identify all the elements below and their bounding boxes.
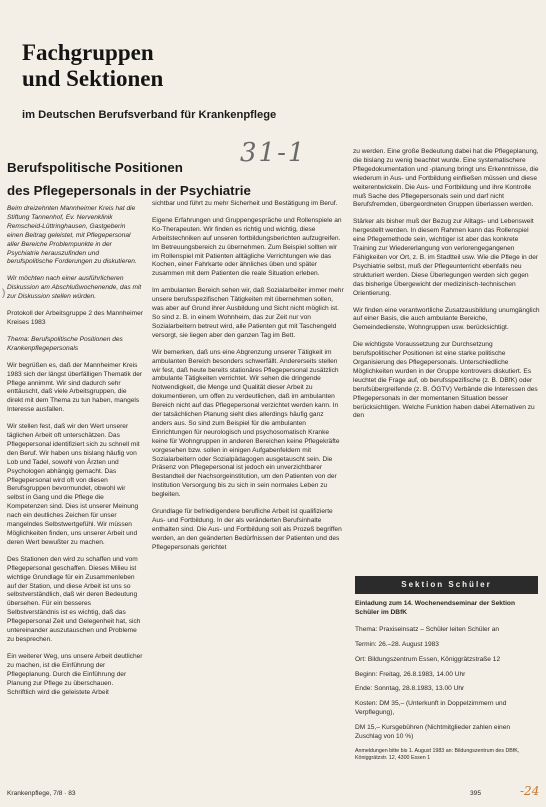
paragraph: Ein weiterer Weg, uns unsere Arbeit deutlicher zu machen, ist die Einführung der Pflegeplanung. Durch die Einführung der Planung zur Pflege zu überschauen. Schriftlich wird die geleistete Arbeit bbox=[7, 652, 143, 696]
paragraph: Im ambulanten Bereich sehen wir, daß Sozialarbeiter immer mehr unsere berufsspezifischen Tätigkeiten mit übernehmen sollen, was aber auf Grund ihrer Ausbildung und Sicht nicht möglich ist. So sind z. B. in einem Wohnheim, das zur Zeit nur von Sozialarbeitern betreut wird, alle Patienten gut mit Taschengeld versorgt, sie liegen aber den ganzen Tag im Bett. bbox=[152, 287, 344, 339]
paragraph: Beim dreizehnten Mannheimer Kreis hat die Stiftung Tannenhof, Ev. Nervenklinik Remscheid-Lüttringhausen, Gastgeberin einen Beitrag geleistet, mit Pflegepersonal aller Bereiche Problempunkte in der Psychiatrie herauszufinden und berufspolitische Forderungen zu diskutieren. bbox=[7, 205, 137, 266]
title-line-2: und Sektionen bbox=[22, 66, 164, 91]
invitation-line: Termin: 26.–28. August 1983 bbox=[355, 640, 439, 648]
margin-bracket-icon: ) bbox=[2, 288, 6, 299]
paragraph: sichtbar und führt zu mehr Sicherheit und Bestätigung im Beruf. bbox=[152, 200, 338, 207]
column-3 bbox=[353, 148, 540, 548]
paragraph: Thema: Berufspolitische Positionen des Krankenpflegepersonals bbox=[7, 335, 123, 352]
column-1 bbox=[7, 205, 143, 780]
paragraph: Wir möchten nach einer ausführlicheren Diskussion am Abschlußwochenende, das mit zur Diskussion stellen würden. bbox=[7, 275, 142, 301]
paragraph: Des Stationen den wird zu schaffen und vom Pflegepersonal geschaffen. Dieses Milieu ist wichtige Grundlage für ein Zusammenleben auf der Station, und diese Arbeit ist uns so selbstverständlich, daß wir deren Bedeutung übersehen. Für ein besseres Selbstverständnis ist es wichtig, daß das Pflegepersonal Zeit und Gelegenheit hat, sich untereinander auszutauschen und Probleme zu besprechen. bbox=[7, 555, 141, 643]
invitation-line: DM 15,– Kursgebühren (Nichtmitglieder zahlen einen Zuschlag von 10 %) bbox=[355, 724, 511, 741]
invitation-line: Thema: Praxiseinsatz – Schüler leiten Schüler an bbox=[355, 625, 500, 633]
invitation-line: Ort: Bildungszentrum Essen, Königgrätzstraße 12 bbox=[355, 655, 501, 663]
column-2 bbox=[152, 200, 345, 780]
page-subtitle: im Deutschen Berufsverband für Krankenpflege bbox=[22, 109, 277, 121]
paragraph: Protokoll der Arbeitsgruppe 2 des Mannheimer Kreises 1983 bbox=[7, 310, 143, 326]
paragraph: Grundlage für befriedigendere berufliche Arbeit ist qualifizierte Aus- und Fortbildung. In der als veränderten Berufsinhalte enthalten sind. Die Aus- und Fortbildung soll als Prozeß begriffen werden, an den geänderten Bedürfnissen der Patienten und des Pflegepersonals gerichtet bbox=[152, 508, 342, 551]
handwritten-page-mark: -24 bbox=[520, 784, 540, 798]
footer-source: Krankenpflege, 7/8 · 83 bbox=[7, 790, 76, 797]
invitation-note: Anmeldungen bitte bis 1. August 1983 an: Bildungszentrum des DBfK, Königgrätzstr. 12, 4300 Essen 1 bbox=[355, 747, 520, 761]
paragraph: Wir finden eine verantwortliche Zusatzausbildung unumgänglich auf einer Basis, die auch ambulante Bereiche, Gemeindedienste, Wohngruppen usw. berücksichtigt. bbox=[353, 306, 540, 332]
invitation-line: Beginn: Freitag, 26.8.1983, 14.00 Uhr bbox=[355, 670, 466, 678]
page-title bbox=[22, 40, 163, 92]
seminar-invitation bbox=[355, 600, 535, 770]
paragraph: Eigene Erfahrungen und Gruppengespräche und Rollenspiele an Ko-Therapeuten. Wir finden es richtig und wichtig, diese Arbeitstechniken auf unseren fortbildungsberichten aufzugreifen. Im Betreuungsbereich zu übernehmen. Zum Beispiel sollten wir im Rollenspiel mit Patienten alltägliche Verrichtungen wie das Kochen, einer Fahrkarte oder ähnliches üben und später zusammen mit dem Patienten die reale Situation erleben. bbox=[152, 216, 342, 278]
article-title-line-2: des Pflegepersonals in der Psychiatrie bbox=[7, 183, 251, 198]
paragraph: Die wichtigste Voraussetzung zur Durchsetzung berufspolitischer Positionen ist eine starke politische Organisierung des Pflegepersonals. Unterschiedliche Möglichkeiten wurden in der Gruppe kontrovers diskutiert. Es leuchtet die Frage auf, ob berufsspezifische (z. B. DBfK) oder berufsübergreifende (z. B. ÖGTV) Verbände die Interessen des Pflegepersonals in der momentanen Situation besser berücksichtigen. Welche Funktion haben dabei Alternativen zu den bbox=[353, 341, 538, 420]
section-label: Sektion Schüler bbox=[355, 576, 538, 594]
invitation-line: Ende: Sonntag, 28.8.1983, 13.00 Uhr bbox=[355, 685, 465, 693]
article-title-line-1: Berufspolitische Positionen bbox=[7, 160, 183, 175]
paragraph: Stärker als bisher muß der Bezug zur Alltags- und Lebenswelt hergestellt werden. In diesem Rahmen kann das Rollenspiel eine Pflegemethode sein, wichtiger ist aber das konkrete Training zur Wiedererlangung von verlorengegangenen Fähigkeiten vor Ort, z. B. im Stadtteil usw. Wie die Pflege in der Psychiatrie selbst, muß der Pflegeunterricht ebenfalls neu strukturiert werden. Diese Überlegungen werden sich gegen das bisherige Übergewicht der medizinisch-technischen Orientierung. bbox=[353, 218, 539, 297]
paragraph: Wir bemerken, daß uns eine Abgrenzung unserer Tätigkeit im ambulanten Bereich besonders schwerfällt. Andererseits stellen wir fest, daß heute bereits stationäres Pflegepersonal zusätzlich ambulante Tätigkeiten verrichtet. Wir sehen die dringende Notwendigkeit, die Menge und Qualität dieser Arbeit zu dokumentieren, um offen zu verdeutlichen, daß im ambulanten Bereich nicht auf das Pflegepersonal verzichtet werden kann. In der tatsächlichen Planung sieht dies allerdings häufig ganz anders aus. So sind zum Beispiel für die ambulanten Einrichtungen für neurologisch und psychosomatisch Kranke keine für Wohngruppen in anderen Bereichen keine Pflegekräfte vorgesehen bzw. sollen in einigen Aufgabenfeldern mit Sozialarbeitern oder Sozialpädagogen ausgetauscht sein. Die Präsenz von Pflegepersonal ist jedoch ein unverzichtbarer Bestandteil der Nachsorgeinstitution, um den Patienten von der Institution Versorgung bis zu sich in sein normales Leben zu begleiten. bbox=[152, 348, 340, 499]
invitation-line: Kosten: DM 35,– (Unterkunft in Doppelzimmern und Verpflegung), bbox=[355, 700, 507, 717]
invitation-heading: Einladung zum 14. Wochenendseminar der Sektion Schüler im DBfK bbox=[355, 600, 515, 616]
paragraph: Wir stellen fest, daß wir den Wert unserer täglichen Arbeit oft unterschätzen. Das Pflegepersonal identifiziert sich zu schnell mit den Beruf. Wir haben uns bislang häufig von Lob und Tadel, sowohl von Ärzten und Psychologen abhängig gemacht. Das Pflegepersonal wird oft von diesen Berufsgruppen bevormundet, obwohl wir selbst in Gang und die Pflege die Kompetenzen sind. Dies ist unserer Meinung nach ein deutliches Zeichen für unser mangelndes Selbstwertgefühl. Wir müssen Möglichkeiten finden, uns unserer Arbeit und deren Wert bewußter zu machen. bbox=[7, 423, 140, 546]
article-title bbox=[7, 156, 251, 202]
handwritten-mark: 31-1 bbox=[240, 138, 307, 168]
paragraph: zu werden. Eine große Bedeutung dabei hat die Pflegeplanung, die bislang zu wenig beachtet wurde. Eine systematischere Pflegedokumentation und -planung bringt uns Erkenntnisse, die wiederum in Aus- und Fortbildung einfließen müssen und diese weiterentwickeln. Die Aus- und Fortbildung und ihre Kontrolle muß Sache des Pflegepersonals sein und darf nicht Berufsfremden, übergeordneten Gruppen überlassen werden. bbox=[353, 148, 539, 209]
title-line-1: Fachgruppen bbox=[22, 40, 154, 65]
paragraph: Wir begrüßen es, daß der Mannheimer Kreis 1983 sich der längst überfälligen Thematik der Pflege annimmt. Wir sind dadurch sehr enttäuscht, daß viele Arbeitsgruppen, die direkt mit dem Thema zu tun haben, mangels Interesse ausfallen. bbox=[7, 361, 143, 414]
page-number: 395 bbox=[470, 790, 482, 797]
